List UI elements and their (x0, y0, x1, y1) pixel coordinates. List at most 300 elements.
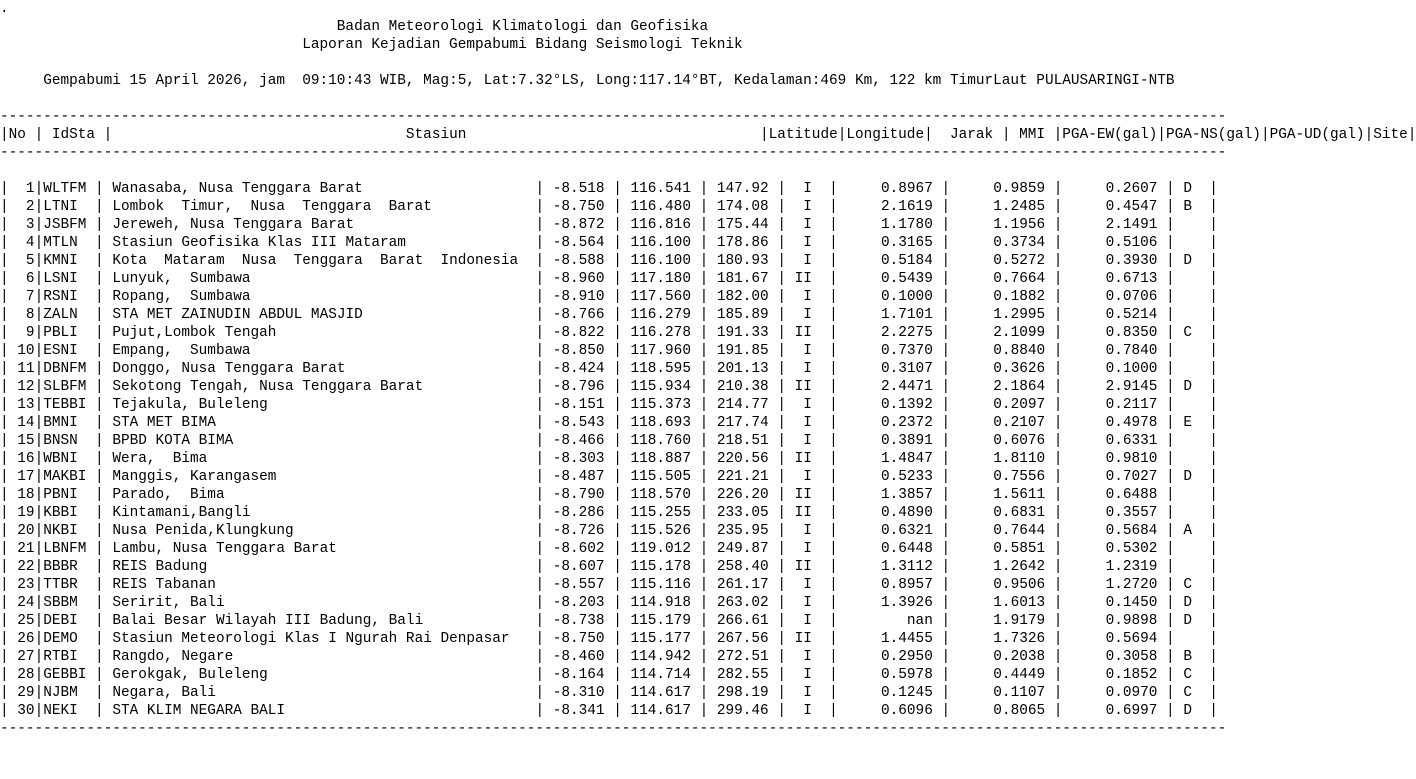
column-header: Site (1373, 127, 1408, 143)
pga-ns: 0.1107 (958, 685, 1046, 701)
station-id: PBLI (43, 325, 87, 341)
site-class (1183, 451, 1192, 467)
report-title (0, 36, 1416, 54)
pga-ud: 0.4547 (1071, 199, 1158, 215)
distance: 191.33 (716, 325, 769, 341)
pga-ud: 0.7027 (1071, 469, 1158, 485)
site-class: A (1183, 523, 1192, 539)
longitude: 117.180 (630, 271, 691, 287)
site-class: D (1183, 469, 1192, 485)
longitude: 118.693 (630, 415, 691, 431)
distance: 218.51 (716, 433, 769, 449)
pga-ns: 0.8840 (958, 343, 1046, 359)
station-id: SLBFM (43, 379, 87, 395)
column-header: Jarak (932, 127, 1002, 143)
longitude: 114.942 (630, 649, 691, 665)
pga-ud: 0.5684 (1071, 523, 1158, 539)
longitude: 115.373 (630, 397, 691, 413)
site-class: D (1183, 253, 1192, 269)
blank-line (0, 162, 1416, 180)
longitude: 115.505 (630, 469, 691, 485)
latitude: -8.203 (552, 595, 605, 611)
longitude: 116.278 (630, 325, 691, 341)
station-id: DEMO (43, 631, 87, 647)
table-row: | 3|JSBFM | Jereweh, Nusa Tenggara Barat | -8.872 | 116.816 | 175.44 | I | 1.1780 | 1.1956 | 2.1491 | | (0, 217, 1218, 233)
pga-ns: 0.4449 (958, 667, 1046, 683)
pga-ns: 0.6831 (958, 505, 1046, 521)
pga-ud: 0.5214 (1071, 307, 1158, 323)
column-header: Longitude (846, 127, 925, 143)
pga-ud: 0.5302 (1071, 541, 1158, 557)
pga-ud: 0.0706 (1071, 289, 1158, 305)
report-name: Laporan Kejadian Gempabumi Bidang Seismologi Teknik (0, 37, 1054, 53)
distance: 185.89 (716, 307, 769, 323)
pga-ew: 0.6448 (846, 541, 933, 557)
pga-ud: 2.9145 (1071, 379, 1158, 395)
dashed-divider: ---------------------------------------------------------------------------------------------------------------------------------------------- (0, 109, 1227, 125)
pga-ns: 0.3626 (958, 361, 1046, 377)
table-row: | 6|LSNI | Lunyuk, Sumbawa | -8.960 | 117.180 | 181.67 | II | 0.5439 | 0.7664 | 0.6713 | | (0, 271, 1218, 287)
column-header: Stasiun (112, 127, 760, 143)
site-class: E (1183, 415, 1192, 431)
row-number: 15 (8, 433, 35, 449)
latitude: -8.466 (552, 433, 605, 449)
station-name: Jereweh, Nusa Tenggara Barat (112, 217, 536, 233)
pga-ew: 0.3891 (846, 433, 933, 449)
station-name: Wanasaba, Nusa Tenggara Barat (112, 181, 536, 197)
agency-name: Badan Meteorologi Klimatologi dan Geofisika (0, 19, 1054, 35)
mmi: I (794, 613, 821, 629)
latitude: -8.822 (552, 325, 605, 341)
mmi: I (794, 577, 821, 593)
row-number: 22 (8, 559, 35, 575)
station-id: ESNI (43, 343, 87, 359)
pga-ud: 0.1000 (1071, 361, 1158, 377)
distance: 263.02 (716, 595, 769, 611)
pga-ns: 1.7326 (958, 631, 1046, 647)
column-header: IdSta (43, 127, 104, 143)
site-class (1183, 505, 1192, 521)
mmi: I (794, 397, 821, 413)
pga-ud: 0.1450 (1071, 595, 1158, 611)
pga-ns: 0.1882 (958, 289, 1046, 305)
distance: 249.87 (716, 541, 769, 557)
earthquake-summary: Gempabumi 15 April 2026, jam 09:10:43 WIB, Mag:5, Lat:7.32°LS, Long:117.14°BT, Kedalaman:469 Km, 122 km TimurLaut PULAUSARINGI-NTB (43, 73, 1175, 89)
mmi: I (794, 667, 821, 683)
latitude: -8.766 (552, 307, 605, 323)
longitude: 115.116 (630, 577, 691, 593)
pga-ns: 0.3734 (958, 235, 1046, 251)
table-row: | 26|DEMO | Stasiun Meteorologi Klas I Ngurah Rai Denpasar | -8.750 | 115.177 | 267.56 | II | 1.4455 | 1.7326 | 0.5694 | | (0, 631, 1218, 647)
station-id: KMNI (43, 253, 87, 269)
table-row: | 27|RTBI | Rangdo, Negare | -8.460 | 114.942 | 272.51 | I | 0.2950 | 0.2038 | 0.3058 | B | (0, 649, 1218, 665)
longitude: 119.012 (630, 541, 691, 557)
pga-ew: 1.3926 (846, 595, 933, 611)
row-number: 17 (8, 469, 35, 485)
pga-ns: 1.9179 (958, 613, 1046, 629)
station-name: Parado, Bima (112, 487, 536, 503)
row-number: 11 (8, 361, 35, 377)
station-name: Wera, Bima (112, 451, 536, 467)
table-header: |No | IdSta | Stasiun |Latitude|Longitude| Jarak | MMI |PGA-EW(gal)|PGA-NS(gal)|PGA-UD(gal)|Site| (0, 127, 1416, 143)
pga-ud: 0.6488 (1071, 487, 1158, 503)
pga-ew: 0.4890 (846, 505, 933, 521)
table-row: | 4|MTLN | Stasiun Geofisika Klas III Mataram | -8.564 | 116.100 | 178.86 | I | 0.3165 | 0.3734 | 0.5106 | | (0, 235, 1218, 251)
pga-ew: 1.4455 (846, 631, 933, 647)
column-header: PGA-EW(gal) (1062, 127, 1158, 143)
latitude: -8.460 (552, 649, 605, 665)
station-name: STA KLIM NEGARA BALI (112, 703, 536, 719)
station-id: LTNI (43, 199, 87, 215)
site-class: D (1183, 703, 1192, 719)
pga-ud: 0.8350 (1071, 325, 1158, 341)
pga-ns: 0.9859 (958, 181, 1046, 197)
distance: 235.95 (716, 523, 769, 539)
distance: 298.19 (716, 685, 769, 701)
mmi: I (794, 649, 821, 665)
mmi: I (794, 685, 821, 701)
table-row: | 10|ESNI | Empang, Sumbawa | -8.850 | 117.960 | 191.85 | I | 0.7370 | 0.8840 | 0.7840 | | (0, 343, 1218, 359)
mmi: I (794, 469, 821, 485)
longitude: 117.560 (630, 289, 691, 305)
row-number: 29 (8, 685, 35, 701)
pga-ew: 0.7370 (846, 343, 933, 359)
distance: 272.51 (716, 649, 769, 665)
station-name: Sekotong Tengah, Nusa Tenggara Barat (112, 379, 536, 395)
pga-ew: 0.8957 (846, 577, 933, 593)
table-row: | 16|WBNI | Wera, Bima | -8.303 | 118.887 | 220.56 | II | 1.4847 | 1.8110 | 0.9810 | | (0, 451, 1218, 467)
mmi: I (794, 433, 821, 449)
pga-ns: 1.2642 (958, 559, 1046, 575)
pga-ew: 2.4471 (846, 379, 933, 395)
table-row: | 5|KMNI | Kota Mataram Nusa Tenggara Barat Indonesia | -8.588 | 116.100 | 180.93 | I | 0.5184 | 0.5272 | 0.3930 | D | (0, 253, 1218, 269)
table-row: | 28|GEBBI | Gerokgak, Buleleng | -8.164 | 114.714 | 282.55 | I | 0.5978 | 0.4449 | 0.1852 | C | (0, 667, 1218, 683)
mmi: I (794, 181, 821, 197)
distance: 217.74 (716, 415, 769, 431)
pga-ns: 1.6013 (958, 595, 1046, 611)
latitude: -8.303 (552, 451, 605, 467)
pga-ew: 0.5439 (846, 271, 933, 287)
mmi: I (794, 235, 821, 251)
longitude: 118.570 (630, 487, 691, 503)
station-id: NJBM (43, 685, 87, 701)
distance: 267.56 (716, 631, 769, 647)
distance: 201.13 (716, 361, 769, 377)
longitude: 114.714 (630, 667, 691, 683)
mmi: II (794, 631, 821, 647)
station-id: RTBI (43, 649, 87, 665)
station-name: Lunyuk, Sumbawa (112, 271, 536, 287)
mmi: II (794, 451, 821, 467)
station-name: Kota Mataram Nusa Tenggara Barat Indonesia (112, 253, 536, 269)
pga-ns: 2.1099 (958, 325, 1046, 341)
site-class: B (1183, 649, 1192, 665)
pga-ew: 2.2275 (846, 325, 933, 341)
table-row: | 17|MAKBI | Manggis, Karangasem | -8.487 | 115.505 | 221.21 | I | 0.5233 | 0.7556 | 0.7027 | D | (0, 469, 1218, 485)
pga-ew: 0.3107 (846, 361, 933, 377)
mmi: I (794, 415, 821, 431)
site-class (1183, 631, 1192, 647)
mmi: I (794, 523, 821, 539)
pga-ns: 0.7664 (958, 271, 1046, 287)
site-class (1183, 361, 1192, 377)
table-row: | 24|SBBM | Seririt, Bali | -8.203 | 114.918 | 263.02 | I | 1.3926 | 1.6013 | 0.1450 | D | (0, 595, 1218, 611)
latitude: -8.164 (552, 667, 605, 683)
latitude: -8.750 (552, 199, 605, 215)
station-name: Lambu, Nusa Tenggara Barat (112, 541, 536, 557)
pga-ns: 0.7556 (958, 469, 1046, 485)
distance: 221.21 (716, 469, 769, 485)
table-row: | 29|NJBM | Negara, Bali | -8.310 | 114.617 | 298.19 | I | 0.1245 | 0.1107 | 0.0970 | C | (0, 685, 1218, 701)
pga-ns: 0.5851 (958, 541, 1046, 557)
pga-ew: 0.5978 (846, 667, 933, 683)
latitude: -8.607 (552, 559, 605, 575)
pga-ud: 0.9898 (1071, 613, 1158, 629)
station-id: WLTFM (43, 181, 87, 197)
latitude: -8.557 (552, 577, 605, 593)
pga-ew: 0.2372 (846, 415, 933, 431)
site-class: C (1183, 325, 1192, 341)
longitude: 115.178 (630, 559, 691, 575)
corner-dot: . (0, 1, 9, 17)
longitude: 115.526 (630, 523, 691, 539)
station-name: Rangdo, Negare (112, 649, 536, 665)
station-name: Manggis, Karangasem (112, 469, 536, 485)
pga-ns: 0.2038 (958, 649, 1046, 665)
agency-title (0, 18, 1416, 36)
pga-ns: 0.8065 (958, 703, 1046, 719)
site-class (1183, 307, 1192, 323)
latitude: -8.960 (552, 271, 605, 287)
station-name: REIS Tabanan (112, 577, 536, 593)
site-class: B (1183, 199, 1192, 215)
distance: 181.67 (716, 271, 769, 287)
station-id: MTLN (43, 235, 87, 251)
station-name: Kintamani,Bangli (112, 505, 536, 521)
distance: 175.44 (716, 217, 769, 233)
mmi: II (794, 487, 821, 503)
pga-ew: 1.4847 (846, 451, 933, 467)
pga-ew: 1.1780 (846, 217, 933, 233)
distance: 220.56 (716, 451, 769, 467)
station-name: Nusa Penida,Klungkung (112, 523, 536, 539)
row-number: 12 (8, 379, 35, 395)
pga-ew: 0.6321 (846, 523, 933, 539)
station-name: BPBD KOTA BIMA (112, 433, 536, 449)
row-number: 23 (8, 577, 35, 593)
latitude: -8.487 (552, 469, 605, 485)
pga-ew: nan (846, 613, 933, 629)
row-number: 5 (8, 253, 35, 269)
station-id: RSNI (43, 289, 87, 305)
station-name: Stasiun Meteorologi Klas I Ngurah Rai Denpasar (112, 631, 536, 647)
site-class: C (1183, 577, 1192, 593)
pga-ns: 1.5611 (958, 487, 1046, 503)
table-row: | 18|PBNI | Parado, Bima | -8.790 | 118.570 | 226.20 | II | 1.3857 | 1.5611 | 0.6488 | | (0, 487, 1218, 503)
site-class: C (1183, 667, 1192, 683)
row-number: 8 (8, 307, 35, 323)
column-header: No (8, 127, 35, 143)
row-number: 14 (8, 415, 35, 431)
mmi: I (794, 703, 821, 719)
latitude: -8.341 (552, 703, 605, 719)
pga-ew: 0.3165 (846, 235, 933, 251)
pga-ud: 0.3058 (1071, 649, 1158, 665)
longitude: 114.918 (630, 595, 691, 611)
row-number: 27 (8, 649, 35, 665)
blank-line (0, 54, 1416, 72)
station-id: NKBI (43, 523, 87, 539)
pga-ns: 0.6076 (958, 433, 1046, 449)
distance: 180.93 (716, 253, 769, 269)
table-row: | 21|LBNFM | Lambu, Nusa Tenggara Barat | -8.602 | 119.012 | 249.87 | I | 0.6448 | 0.5851 | 0.5302 | | (0, 541, 1218, 557)
longitude: 115.177 (630, 631, 691, 647)
pga-ns: 2.1864 (958, 379, 1046, 395)
pga-ew: 0.1000 (846, 289, 933, 305)
site-class: D (1183, 595, 1192, 611)
station-id: PBNI (43, 487, 87, 503)
station-name: Gerokgak, Buleleng (112, 667, 536, 683)
station-id: JSBFM (43, 217, 87, 233)
pga-ud: 0.4978 (1071, 415, 1158, 431)
distance: 174.08 (716, 199, 769, 215)
pga-ew: 1.3112 (846, 559, 933, 575)
row-number: 4 (8, 235, 35, 251)
distance: 233.05 (716, 505, 769, 521)
mmi: I (794, 343, 821, 359)
latitude: -8.796 (552, 379, 605, 395)
table-row: | 11|DBNFM | Donggo, Nusa Tenggara Barat | -8.424 | 118.595 | 201.13 | I | 0.3107 | 0.3626 | 0.1000 | | (0, 361, 1218, 377)
site-class (1183, 217, 1192, 233)
station-name: STA MET ZAINUDIN ABDUL MASJID (112, 307, 536, 323)
table-row: | 13|TEBBI | Tejakula, Buleleng | -8.151 | 115.373 | 214.77 | I | 0.1392 | 0.2097 | 0.2117 | | (0, 397, 1218, 413)
row-number: 25 (8, 613, 35, 629)
pga-ud: 0.6331 (1071, 433, 1158, 449)
site-class (1183, 343, 1192, 359)
mmi: I (794, 361, 821, 377)
site-class (1183, 487, 1192, 503)
longitude: 116.816 (630, 217, 691, 233)
longitude: 116.541 (630, 181, 691, 197)
row-number: 6 (8, 271, 35, 287)
pga-ew: 0.8967 (846, 181, 933, 197)
column-header: MMI (1010, 127, 1054, 143)
latitude: -8.850 (552, 343, 605, 359)
mmi: II (794, 271, 821, 287)
column-header: Latitude (768, 127, 838, 143)
station-id: BBBR (43, 559, 87, 575)
row-number: 24 (8, 595, 35, 611)
site-class: C (1183, 685, 1192, 701)
latitude: -8.726 (552, 523, 605, 539)
station-name: Balai Besar Wilayah III Badung, Bali (112, 613, 536, 629)
station-id: NEKI (43, 703, 87, 719)
pga-ud: 0.6997 (1071, 703, 1158, 719)
pga-ud: 0.3930 (1071, 253, 1158, 269)
longitude: 115.255 (630, 505, 691, 521)
pga-ns: 0.2107 (958, 415, 1046, 431)
distance: 266.61 (716, 613, 769, 629)
table-row: | 7|RSNI | Ropang, Sumbawa | -8.910 | 117.560 | 182.00 | I | 0.1000 | 0.1882 | 0.0706 | | (0, 289, 1218, 305)
longitude: 115.934 (630, 379, 691, 395)
latitude: -8.518 (552, 181, 605, 197)
pga-ud: 0.2117 (1071, 397, 1158, 413)
distance: 147.92 (716, 181, 769, 197)
pga-ud: 0.7840 (1071, 343, 1158, 359)
longitude: 116.480 (630, 199, 691, 215)
mmi: I (794, 289, 821, 305)
pga-ew: 0.5184 (846, 253, 933, 269)
distance: 299.46 (716, 703, 769, 719)
table-row: | 22|BBBR | REIS Badung | -8.607 | 115.178 | 258.40 | II | 1.3112 | 1.2642 | 1.2319 | | (0, 559, 1218, 575)
latitude: -8.738 (552, 613, 605, 629)
pga-ud: 0.0970 (1071, 685, 1158, 701)
distance: 258.40 (716, 559, 769, 575)
mmi: I (794, 217, 821, 233)
pga-ew: 1.3857 (846, 487, 933, 503)
pga-ud: 0.2607 (1071, 181, 1158, 197)
station-id: MAKBI (43, 469, 87, 485)
mmi: II (794, 559, 821, 575)
pga-ud: 1.2319 (1071, 559, 1158, 575)
site-class (1183, 397, 1192, 413)
column-header: PGA-NS(gal) (1165, 127, 1261, 143)
column-header: PGA-UD(gal) (1269, 127, 1365, 143)
pga-ew: 0.2950 (846, 649, 933, 665)
mmi: I (794, 253, 821, 269)
distance: 210.38 (716, 379, 769, 395)
distance: 191.85 (716, 343, 769, 359)
pga-ud: 0.5106 (1071, 235, 1158, 251)
site-class: D (1183, 379, 1192, 395)
longitude: 116.100 (630, 253, 691, 269)
longitude: 116.279 (630, 307, 691, 323)
pga-ud: 1.2720 (1071, 577, 1158, 593)
station-name: Lombok Timur, Nusa Tenggara Barat (112, 199, 536, 215)
pga-ew: 0.6096 (846, 703, 933, 719)
distance: 182.00 (716, 289, 769, 305)
longitude: 114.617 (630, 685, 691, 701)
pga-ew: 0.1392 (846, 397, 933, 413)
station-name: Negara, Bali (112, 685, 536, 701)
station-name: Pujut,Lombok Tengah (112, 325, 536, 341)
latitude: -8.602 (552, 541, 605, 557)
latitude: -8.910 (552, 289, 605, 305)
longitude: 115.179 (630, 613, 691, 629)
site-class (1183, 235, 1192, 251)
station-id: SBBM (43, 595, 87, 611)
distance: 178.86 (716, 235, 769, 251)
site-class (1183, 271, 1192, 287)
station-name: Tejakula, Buleleng (112, 397, 536, 413)
row-number: 20 (8, 523, 35, 539)
latitude: -8.151 (552, 397, 605, 413)
pga-ns: 0.9506 (958, 577, 1046, 593)
pga-ud: 0.9810 (1071, 451, 1158, 467)
station-id: BMNI (43, 415, 87, 431)
row-number: 21 (8, 541, 35, 557)
station-name: Donggo, Nusa Tenggara Barat (112, 361, 536, 377)
station-id: LBNFM (43, 541, 87, 557)
longitude: 118.887 (630, 451, 691, 467)
row-number: 3 (8, 217, 35, 233)
table-row: | 2|LTNI | Lombok Timur, Nusa Tenggara Barat | -8.750 | 116.480 | 174.08 | I | 2.1619 | 1.2485 | 0.4547 | B | (0, 199, 1218, 215)
distance: 282.55 (716, 667, 769, 683)
latitude: -8.790 (552, 487, 605, 503)
table-row: | 19|KBBI | Kintamani,Bangli | -8.286 | 115.255 | 233.05 | II | 0.4890 | 0.6831 | 0.3557 | | (0, 505, 1218, 521)
longitude: 114.617 (630, 703, 691, 719)
pga-ew: 1.7101 (846, 307, 933, 323)
